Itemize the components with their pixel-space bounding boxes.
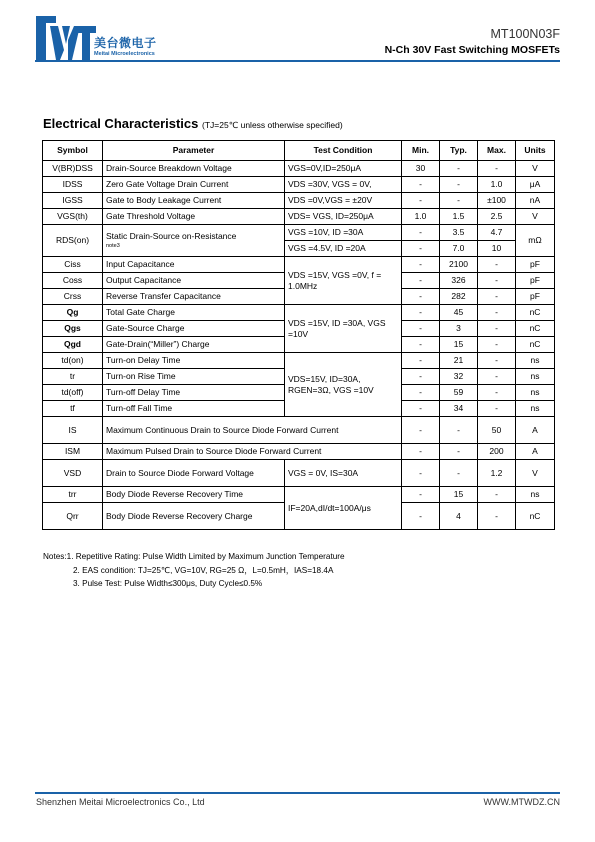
notes-block (43, 550, 345, 591)
cell-max: - (478, 337, 516, 353)
table-row (43, 193, 555, 209)
cell-unit: nA (516, 193, 555, 209)
cell-parameter: Maximum Pulsed Drain to Source Diode Forward Current (103, 444, 402, 460)
cell-unit: V (516, 460, 555, 487)
cell-unit: ns (516, 369, 555, 385)
cell-symbol: Qg (43, 305, 103, 321)
header-units: Units (516, 141, 555, 161)
cell-parameter-note: note3 (106, 243, 120, 249)
cell-parameter: Gate-Drain(“Miller”) Charge (103, 337, 285, 353)
cell-unit: ns (516, 487, 555, 503)
cell-unit: nC (516, 337, 555, 353)
section-title-text: Electrical Characteristics (43, 116, 199, 131)
cell-min: - (402, 257, 440, 273)
cell-typ: 3.5 (440, 225, 478, 241)
cell-unit: pF (516, 289, 555, 305)
cell-unit: ns (516, 401, 555, 417)
cell-symbol: Crss (43, 289, 103, 305)
cell-parameter: Turn-on Rise Time (103, 369, 285, 385)
cell-parameter: Drain-Source Breakdown Voltage (103, 161, 285, 177)
table-header-row (43, 141, 555, 161)
cell-unit: nC (516, 503, 555, 530)
cell-condition: VGS =10V, ID =30A (285, 225, 402, 241)
cell-condition: VDS= VGS, ID=250μA (285, 209, 402, 225)
cell-max: - (478, 273, 516, 289)
cell-parameter: Maximum Continuous Drain to Source Diode Forward Current (103, 417, 402, 444)
cell-parameter: Turn-off Delay Time (103, 385, 285, 401)
cell-typ: 4 (440, 503, 478, 530)
cell-max: - (478, 289, 516, 305)
cell-unit: mΩ (516, 225, 555, 257)
cell-symbol: IS (43, 417, 103, 444)
table-row (43, 417, 555, 444)
cell-typ: - (440, 444, 478, 460)
cell-unit: V (516, 161, 555, 177)
section-title-note: (TJ=25℃ unless otherwise specified) (202, 120, 343, 130)
cell-condition: VGS=0V,ID=250μA (285, 161, 402, 177)
header-symbol: Symbol (43, 141, 103, 161)
cell-symbol: IGSS (43, 193, 103, 209)
cell-typ: - (440, 161, 478, 177)
cell-max: 50 (478, 417, 516, 444)
cell-typ: 3 (440, 321, 478, 337)
header-typ: Typ. (440, 141, 478, 161)
cell-symbol: ISM (43, 444, 103, 460)
cell-parameter: Input Capacitance (103, 257, 285, 273)
cell-max: - (478, 401, 516, 417)
cell-unit: nC (516, 305, 555, 321)
cell-max: 2.5 (478, 209, 516, 225)
cell-symbol: Qgs (43, 321, 103, 337)
cell-parameter: Turn-on Delay Time (103, 353, 285, 369)
cell-symbol: Ciss (43, 257, 103, 273)
cell-unit: A (516, 444, 555, 460)
note-3: 3. Pulse Test: Pulse Width≤300μs, Duty Cycle≤0.5% (73, 579, 263, 588)
cell-max: - (478, 353, 516, 369)
cell-condition: VDS=15V, ID=30A, RGEN=3Ω, VGS =10V (285, 353, 402, 417)
cell-min: - (402, 289, 440, 305)
cell-parameter (103, 225, 285, 257)
cell-min: - (402, 353, 440, 369)
footer-company: Shenzhen Meitai Microelectronics Co., Ltd (36, 797, 205, 807)
cell-unit: pF (516, 257, 555, 273)
cell-parameter: Gate Threshold Voltage (103, 209, 285, 225)
cell-typ: 7.0 (440, 241, 478, 257)
cell-unit: pF (516, 273, 555, 289)
cell-max: 200 (478, 444, 516, 460)
cell-min: - (402, 385, 440, 401)
cell-parameter: Total Gate Charge (103, 305, 285, 321)
cell-typ: 15 (440, 487, 478, 503)
table-row (43, 161, 555, 177)
cell-parameter: Turn-off Fall Time (103, 401, 285, 417)
cell-symbol: IDSS (43, 177, 103, 193)
cell-max: - (478, 369, 516, 385)
cell-min: - (402, 401, 440, 417)
section-title (43, 116, 343, 131)
cell-typ: - (440, 177, 478, 193)
cell-min: - (402, 444, 440, 460)
header-test-condition: Test Condition (285, 141, 402, 161)
cell-symbol: td(on) (43, 353, 103, 369)
cell-max: ±100 (478, 193, 516, 209)
cell-symbol: RDS(on) (43, 225, 103, 257)
cell-typ: 45 (440, 305, 478, 321)
footer-website: WWW.MTWDZ.CN (483, 797, 560, 807)
cell-condition: VDS =15V, VGS =0V, f = 1.0MHz (285, 257, 402, 305)
cell-parameter: Body Diode Reverse Recovery Charge (103, 503, 285, 530)
cell-typ: 15 (440, 337, 478, 353)
cell-symbol: td(off) (43, 385, 103, 401)
cell-parameter: Drain to Source Diode Forward Voltage (103, 460, 285, 487)
table-row (43, 257, 555, 273)
cell-max: - (478, 385, 516, 401)
cell-symbol: VGS(th) (43, 209, 103, 225)
cell-condition: IF=20A,dI/dt=100A/μs (285, 487, 402, 530)
cell-condition: VDS =30V, VGS = 0V, (285, 177, 402, 193)
cell-max: - (478, 305, 516, 321)
cell-typ: 2100 (440, 257, 478, 273)
cell-parameter: Gate to Body Leakage Current (103, 193, 285, 209)
cell-unit: nC (516, 321, 555, 337)
cell-symbol: V(BR)DSS (43, 161, 103, 177)
company-logo (36, 16, 96, 60)
cell-min: - (402, 417, 440, 444)
cell-parameter: Zero Gate Voltage Drain Current (103, 177, 285, 193)
cell-symbol: Qgd (43, 337, 103, 353)
cell-parameter: Gate-Source Charge (103, 321, 285, 337)
part-number: MT100N03F (490, 27, 560, 41)
cell-max: - (478, 161, 516, 177)
table-row (43, 225, 555, 241)
cell-max: - (478, 487, 516, 503)
cell-typ: 34 (440, 401, 478, 417)
header-min: Min. (402, 141, 440, 161)
note-2: 2. EAS condition: TJ=25℃, VG=10V, RG=25 Ω，L=0.5mH，IAS=18.4A (73, 565, 334, 575)
cell-typ: 1.5 (440, 209, 478, 225)
cell-min: - (402, 487, 440, 503)
cell-typ: 59 (440, 385, 478, 401)
cell-condition: VGS = 0V, IS=30A (285, 460, 402, 487)
header-divider (35, 60, 560, 62)
table-row (43, 487, 555, 503)
cell-unit: A (516, 417, 555, 444)
cell-min: - (402, 321, 440, 337)
cell-max: - (478, 321, 516, 337)
footer-divider (35, 792, 560, 794)
header-max: Max. (478, 141, 516, 161)
cell-symbol: Qrr (43, 503, 103, 530)
cell-min: - (402, 193, 440, 209)
table-row (43, 209, 555, 225)
cell-max: 1.0 (478, 177, 516, 193)
cell-typ: - (440, 417, 478, 444)
electrical-characteristics-table (42, 140, 555, 530)
cell-unit: V (516, 209, 555, 225)
cell-parameter-text: Static Drain-Source on-Resistance (106, 231, 237, 241)
cell-min: - (402, 273, 440, 289)
document-subtitle: N-Ch 30V Fast Switching MOSFETs (384, 44, 560, 56)
cell-max: - (478, 503, 516, 530)
table-row (43, 460, 555, 487)
cell-max: 10 (478, 241, 516, 257)
cell-min: - (402, 241, 440, 257)
cell-typ: 326 (440, 273, 478, 289)
cell-typ: - (440, 193, 478, 209)
table-row (43, 177, 555, 193)
cell-min: - (402, 177, 440, 193)
cell-parameter: Body Diode Reverse Recovery Time (103, 487, 285, 503)
cell-symbol: tr (43, 369, 103, 385)
cell-unit: ns (516, 353, 555, 369)
cell-symbol: VSD (43, 460, 103, 487)
table-row (43, 444, 555, 460)
logo-chinese-text: 美台微电子 (94, 36, 157, 50)
cell-symbol: tf (43, 401, 103, 417)
cell-symbol: Coss (43, 273, 103, 289)
cell-min: - (402, 337, 440, 353)
header-parameter: Parameter (103, 141, 285, 161)
cell-unit: ns (516, 385, 555, 401)
cell-max: 1.2 (478, 460, 516, 487)
cell-min: 1.0 (402, 209, 440, 225)
cell-min: 30 (402, 161, 440, 177)
cell-unit: μA (516, 177, 555, 193)
cell-parameter: Reverse Transfer Capacitance (103, 289, 285, 305)
cell-max: - (478, 257, 516, 273)
cell-typ: 282 (440, 289, 478, 305)
logo-english-text: Meitai Microelectronics (94, 51, 155, 57)
cell-typ: 21 (440, 353, 478, 369)
table-row (43, 305, 555, 321)
cell-min: - (402, 225, 440, 241)
table-row (43, 353, 555, 369)
cell-max: 4.7 (478, 225, 516, 241)
cell-typ: 32 (440, 369, 478, 385)
cell-condition: VGS =4.5V, ID =20A (285, 241, 402, 257)
note-1: Notes:1. Repetitive Rating: Pulse Width Limited by Maximum Junction Temperature (43, 552, 345, 561)
cell-min: - (402, 305, 440, 321)
cell-parameter: Output Capacitance (103, 273, 285, 289)
cell-condition: VDS =0V,VGS = ±20V (285, 193, 402, 209)
cell-min: - (402, 369, 440, 385)
cell-symbol: trr (43, 487, 103, 503)
cell-min: - (402, 503, 440, 530)
cell-min: - (402, 460, 440, 487)
cell-typ: - (440, 460, 478, 487)
cell-condition: VDS =15V, ID =30A, VGS =10V (285, 305, 402, 353)
